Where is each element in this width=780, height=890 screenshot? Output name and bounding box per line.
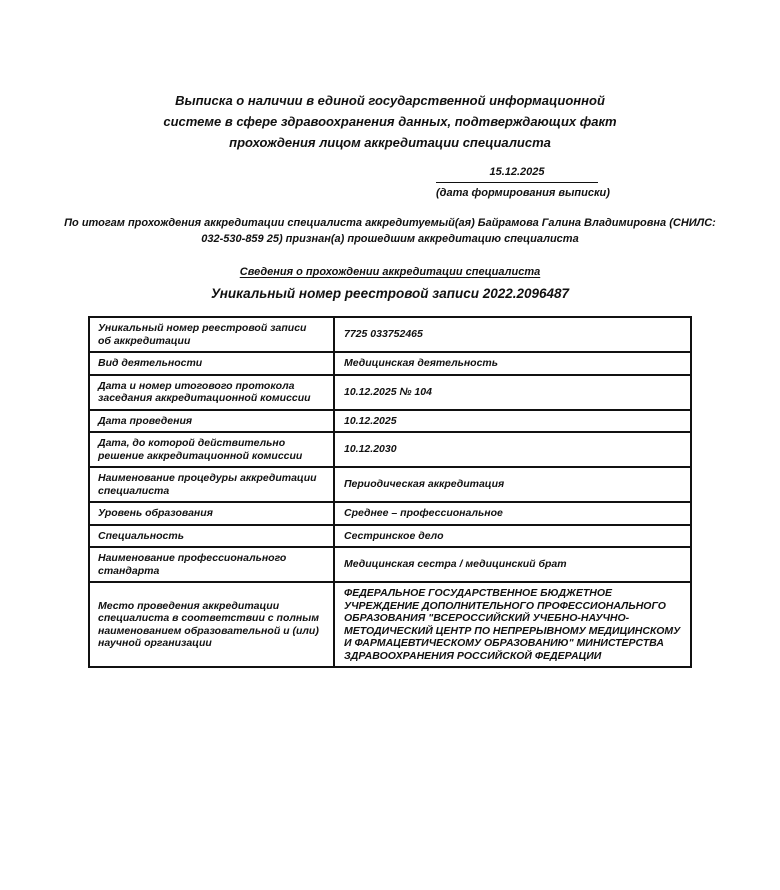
row-value-cell: Медицинская сестра / медицинский брат [334,547,691,582]
row-label-cell: Дата проведения [89,410,334,433]
title-line: системе в сфере здравоохранения данных, подтверждающих факт [163,114,617,129]
row-label-cell: Уникальный номер реестровой записи об аккредитации [89,317,334,352]
accreditation-table [88,316,692,668]
extract-date-block [436,165,610,200]
table-row [89,525,691,548]
title-line: Выписка о наличии в единой государственной информационной [175,93,605,108]
table-row [89,582,691,667]
row-label-cell: Наименование процедуры аккредитации специалиста [89,467,334,502]
document-title [0,90,780,153]
row-value-cell: ФЕДЕРАЛЬНОЕ ГОСУДАРСТВЕННОЕ БЮДЖЕТНОЕ УЧРЕЖДЕНИЕ ДОПОЛНИТЕЛЬНОГО ПРОФЕССИОНАЛЬНОГО ОБРАЗОВАНИЯ "ВСЕРОССИЙСКИЙ УЧЕБНО-НАУЧНО-МЕТОДИЧЕСКИЙ ЦЕНТР ПО НЕПРЕРЫВНОМУ МЕДИЦИНСКОМУ И ФАРМАЦЕВТИЧЕСКОМУ ОБРАЗОВАНИЮ" МИНИСТЕРСТВА ЗДРАВООХРАНЕНИЯ РОССИЙСКОЙ ФЕДЕРАЦИИ [334,582,691,667]
row-value-cell: 10.12.2030 [334,432,691,467]
table-row [89,502,691,525]
row-value-cell: 10.12.2025 [334,410,691,433]
intro-paragraph [40,216,740,247]
section-heading: Сведения о прохождении аккредитации специалиста [239,266,541,278]
row-label-cell: Наименование профессионального стандарта [89,547,334,582]
row-label-cell: Вид деятельности [89,352,334,375]
row-value-cell: 10.12.2025 № 104 [334,375,691,410]
intro-line: 032-530-859 25) признан(а) прошедшим аккредитацию специалиста [201,232,579,245]
table-row [89,352,691,375]
row-label-cell: Место проведения аккредитации специалиста в соответствии с полным наименованием образовательной и (или) научной организации [89,582,334,667]
row-value-cell: Сестринское дело [334,525,691,548]
table-row [89,547,691,582]
row-value-cell: Среднее – профессиональное [334,502,691,525]
registry-number-heading: Уникальный номер реестровой записи 2022.2096487 [210,286,570,301]
table-row [89,375,691,410]
title-line: прохождения лицом аккредитации специалиста [229,135,551,150]
row-label-cell: Дата, до которой действительно решение аккредитационной комиссии [89,432,334,467]
table-row [89,432,691,467]
extract-date: 15.12.2025 [436,165,598,183]
extract-date-caption: (дата формирования выписки) [436,187,610,199]
intro-line: По итогам прохождения аккредитации специалиста аккредитуемый(ая) Байрамова Галина Владимировна (СНИЛС: [64,217,716,229]
row-label-cell: Дата и номер итогового протокола заседания аккредитационной комиссии [89,375,334,410]
table-row [89,317,691,352]
row-label-cell: Уровень образования [89,502,334,525]
row-value-cell: Медицинская деятельность [334,352,691,375]
table-row [89,467,691,502]
row-value-cell: Периодическая аккредитация [334,467,691,502]
row-label-cell: Специальность [89,525,334,548]
table-row [89,410,691,433]
row-value-cell: 7725 033752465 [334,317,691,352]
